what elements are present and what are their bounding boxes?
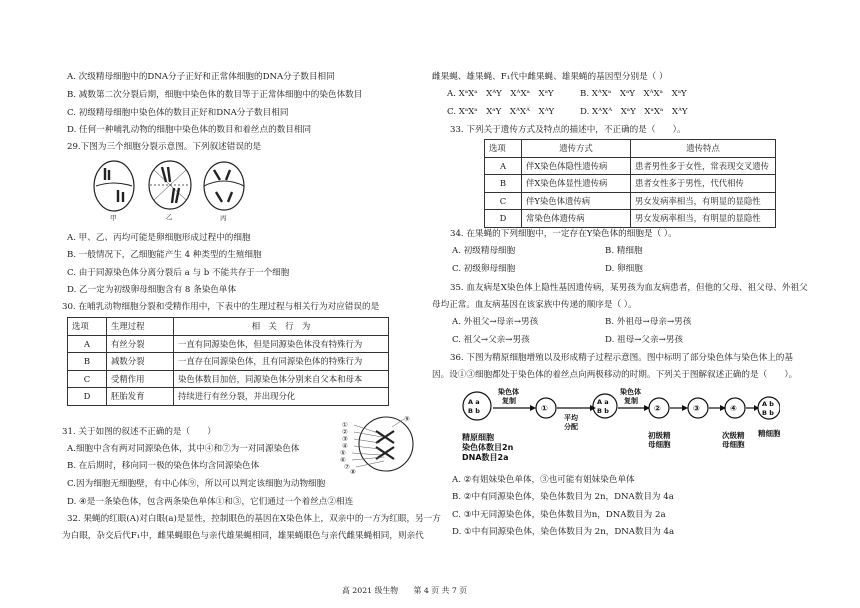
table-cell: 一直存在同源染色体，且有同源染色体的特殊行为 (174, 353, 389, 371)
q29-option-b: B. 一般情况下，乙细胞能产生 4 种类型的生殖细胞 (67, 250, 262, 260)
q28-option-d: D. 任何一种哺乳动物的细胞中染色体的数目和着丝点的数目相同 (67, 125, 312, 135)
fig-label-5: ⑤ (340, 449, 346, 457)
label-bing: 丙 (220, 214, 227, 222)
q35-line-1: 35. 血友病是X染色体上隐性基因遗传病，某男孩为血友病患者，但他的父母、祖父母、外祖父 (450, 283, 808, 293)
svg-text:②: ② (654, 404, 661, 413)
table-row (68, 335, 389, 353)
svg-text:母细胞: 母细胞 (648, 440, 671, 449)
cell-jia (94, 161, 134, 211)
label-divide: 平均 (564, 414, 578, 422)
svg-text:分配: 分配 (564, 423, 578, 431)
svg-text:B b: B b (468, 407, 480, 415)
q36-spermatogenesis-figure (460, 384, 780, 472)
table-cell: C (68, 370, 107, 388)
table-cell: 有丝分裂 (107, 335, 174, 353)
table-row (485, 210, 776, 228)
label-primary-spermatocyte: 初级精 (648, 431, 671, 440)
q31-option-b: B. 在后期时，移向同一极的染色体均含同源染色体 (67, 461, 260, 471)
q32-continued: 雌果蝇、雄果蝇、F₁代中雌果蝇、雄果蝇的基因型分别是（ ） (432, 72, 668, 82)
q34-option-b: B. 精细胞 (605, 246, 643, 256)
q35-option-d: D. 祖母→父亲→男孩 (605, 335, 684, 345)
table-cell: 伴X染色体隐性遗传病 (522, 157, 631, 175)
fig-label-7: ⑦ (344, 463, 350, 471)
table-header: 生理过程 (107, 318, 174, 336)
q33-stem: 33. 下列关于遗传方式及特点的描述中，不正确的是（ ）。 (450, 125, 686, 135)
q34-stem: 34. 在果蝇的下列细胞中，一定存在Y染色体的细胞是（ ）。 (450, 229, 677, 239)
table-cell: 患者男性多于女性，常表现交叉遗传 (631, 157, 776, 175)
caption-chromosome-count: 染色体数目2n (462, 443, 514, 452)
fig-label-6: ⑥ (340, 456, 346, 464)
q34-option-c: C. 初级卵母细胞 (452, 264, 516, 274)
q36-line-2: 因。设①③细胞都处于染色体的着丝点向两极移动的时期。下列关于图解叙述正确的是（ ）。 (432, 370, 798, 380)
table-cell: A (68, 335, 107, 353)
q31-stem: 31. 关于如图的叙述不正确的是（ ） (62, 427, 216, 437)
label-replicate-1: 染色体 (498, 388, 519, 396)
cell-gene-text: A a (468, 398, 480, 406)
q32-line-1: 32. 果蝇的红眼(A)对白眼(a)是显性，控制眼色的基因在X染色体上，双亲中的一方为红眼，另一方 (67, 514, 441, 524)
q36-line-1: 36. 下图为精原细胞增殖以及形成精子过程示意图。图中标明了部分染色体与染色体上的基 (450, 353, 793, 363)
spermatogonium-cell (463, 392, 491, 420)
q30-table (67, 317, 389, 406)
caption-dna-count: DNA数目2a (462, 453, 509, 462)
table-cell: 胚胎发育 (107, 388, 174, 406)
table-cell: B (485, 175, 522, 193)
table-header: 选项 (68, 318, 107, 336)
label-yi: 乙 (166, 213, 173, 221)
table-header-row (485, 140, 776, 158)
q36-option-a: A. ②有姐妹染色单体，③也可能有姐妹染色单体 (452, 475, 635, 485)
table-row (68, 370, 389, 388)
q36-option-c: C. ③中无同源染色体，染色体数目为n，DNA数目为 2a (452, 510, 666, 520)
table-cell: 染色体数目加倍，同源染色体分别来自父本和母本 (174, 370, 389, 388)
table-cell: 持续进行有丝分裂，并出现分化 (174, 388, 389, 406)
q29-cell-division-figure (88, 158, 258, 222)
q28-option-a: A. 次级精母细胞中的DNA分子正好和正常体细胞的DNA分子数目相同 (67, 72, 335, 82)
q35-line-2: 母均正常。血友病基因在该家族中传递的顺序是（ ）。 (432, 300, 637, 310)
table-cell: B (68, 353, 107, 371)
q33-table (484, 139, 776, 228)
caption-spermatogonium: 精原细胞 (462, 433, 494, 442)
q31-option-a: A.细胞中含有两对同源染色体，其中④和⑦为一对同源染色体 (67, 444, 300, 454)
q29-stem: 29.下图为三个细胞分裂示意图。下列叙述错误的是 (67, 142, 262, 152)
q34-option-a: A. 初级精母细胞 (452, 246, 516, 256)
q32-line-2: 为白眼，杂交后代F₁中，雌果蝇眼色与亲代雄果蝇相同，雄果蝇眼色与亲代雌果蝇相同，则亲代 (62, 531, 424, 541)
cell-yi (149, 161, 191, 209)
table-cell: A (485, 157, 522, 175)
svg-text:③: ③ (693, 404, 700, 413)
svg-text:母细胞: 母细胞 (722, 440, 745, 449)
fig-label-3: ③ (342, 435, 348, 443)
table-cell: D (485, 210, 522, 228)
fig-label-9: ⑨ (404, 415, 410, 423)
q29-option-d: D. 乙一定为初级卵母细胞含有 8 条染色单体 (67, 285, 237, 295)
svg-text:④: ④ (730, 404, 737, 413)
q29-option-c: C. 由于同源染色体分离分裂后 a 与 b 不能共存于一个细胞 (67, 268, 290, 278)
svg-text:A a: A a (597, 398, 609, 406)
q36-option-d: D. ①中有同源染色体，染色体数目为 2n，DNA数目为 4a (452, 527, 675, 537)
q32-option-b: B. XᴬXᵃ XᵃY XᴬXᵃ XᵃY (580, 89, 687, 99)
page-footer: 高 2021 级生物 第 4 页 共 7 页 (342, 586, 468, 595)
table-header: 相 关 行 为 (174, 318, 389, 336)
label-replicate-2: 染色体 (620, 388, 641, 396)
table-row (485, 175, 776, 193)
table-header-row (68, 318, 389, 336)
table-cell: C (485, 192, 522, 210)
table-row (485, 192, 776, 210)
table-header: 遗传特点 (631, 140, 776, 158)
table-cell: 伴X染色体显性遗传病 (522, 175, 631, 193)
q35-option-c: C. 祖父→父亲→男孩 (452, 335, 530, 345)
svg-text:B b: B b (762, 409, 774, 417)
table-header: 遗传方式 (522, 140, 631, 158)
svg-text:复制: 复制 (624, 397, 638, 405)
table-cell: 减数分裂 (107, 353, 174, 371)
table-row (68, 388, 389, 406)
table-cell: 男女发病率相当，有明显的显隐性 (631, 192, 776, 210)
table-cell: 男女发病率相当，有明显的显隐性 (631, 210, 776, 228)
label-secondary-spermatocyte: 次级精 (722, 431, 745, 440)
table-header: 选项 (485, 140, 522, 158)
q32-option-a: A. XᵃXᵃ XᴬY XᴬXᵃ XᵃY (447, 89, 554, 99)
q35-option-b: B. 外祖母→母亲→男孩 (605, 317, 692, 327)
q31-option-c: C.因为细胞无细胞壁，有中心体⑨，所以可以判定该细胞为动物细胞 (67, 479, 326, 489)
svg-text:①: ① (541, 404, 548, 413)
q31-cell-figure (332, 413, 424, 475)
svg-text:B b: B b (597, 407, 609, 415)
q31-option-d: D. ④是一条染色体，包含两条染色单体①和③，它们通过一个着丝点②相连 (67, 497, 354, 507)
table-cell: 常染色体遗传病 (522, 210, 631, 228)
table-row (68, 353, 389, 371)
fig-label-1: ① (342, 421, 348, 429)
table-cell: 患者女性多于男性，代代相传 (631, 175, 776, 193)
q34-option-d: D. 卵细胞 (605, 264, 643, 274)
q29-option-a: A. 甲、乙、丙均可能是卵细胞形成过程中的细胞 (67, 233, 251, 243)
fig-label-8: ⑧ (350, 468, 356, 475)
q28-option-b: B. 减数第二次分裂后期，细胞中染色体的数目等于正常体细胞中的染色体数目 (67, 90, 363, 100)
q36-option-b: B. ②中有同源染色体，染色体数目为 2n，DNA数目为 4a (452, 492, 674, 502)
svg-text:复制: 复制 (502, 397, 516, 405)
fig-label-4: ④ (342, 442, 348, 450)
table-cell: 伴Y染色体遗传病 (522, 192, 631, 210)
label-sperm: 精细胞 (758, 429, 780, 438)
q32-option-d: D. XᴬXᴬ XᵃY XᵃXᵃ XᴬY (580, 107, 688, 117)
q30-stem: 30. 在哺乳动物细胞分裂和受精作用中，下表中的生理过程与相关行为对应错误的是 (62, 302, 380, 312)
cell-bing (204, 162, 244, 210)
table-cell: 受精作用 (107, 370, 174, 388)
label-jia: 甲 (110, 214, 117, 222)
table-cell: 一直有同源染色体，但是同源染色体没有特殊行为 (174, 335, 389, 353)
table-cell: D (68, 388, 107, 406)
svg-text:A b: A b (762, 400, 774, 408)
q28-option-c: C. 初级精母细胞中染色体的数目正好和DNA分子数目相同 (67, 108, 289, 118)
fig-label-2: ② (342, 428, 348, 436)
q35-option-a: A. 外祖父→母亲→男孩 (452, 317, 539, 327)
q32-option-c: C. XᵃXᵃ XᵃY XᴬXᴬ XᴬY (447, 107, 555, 117)
table-row (485, 157, 776, 175)
